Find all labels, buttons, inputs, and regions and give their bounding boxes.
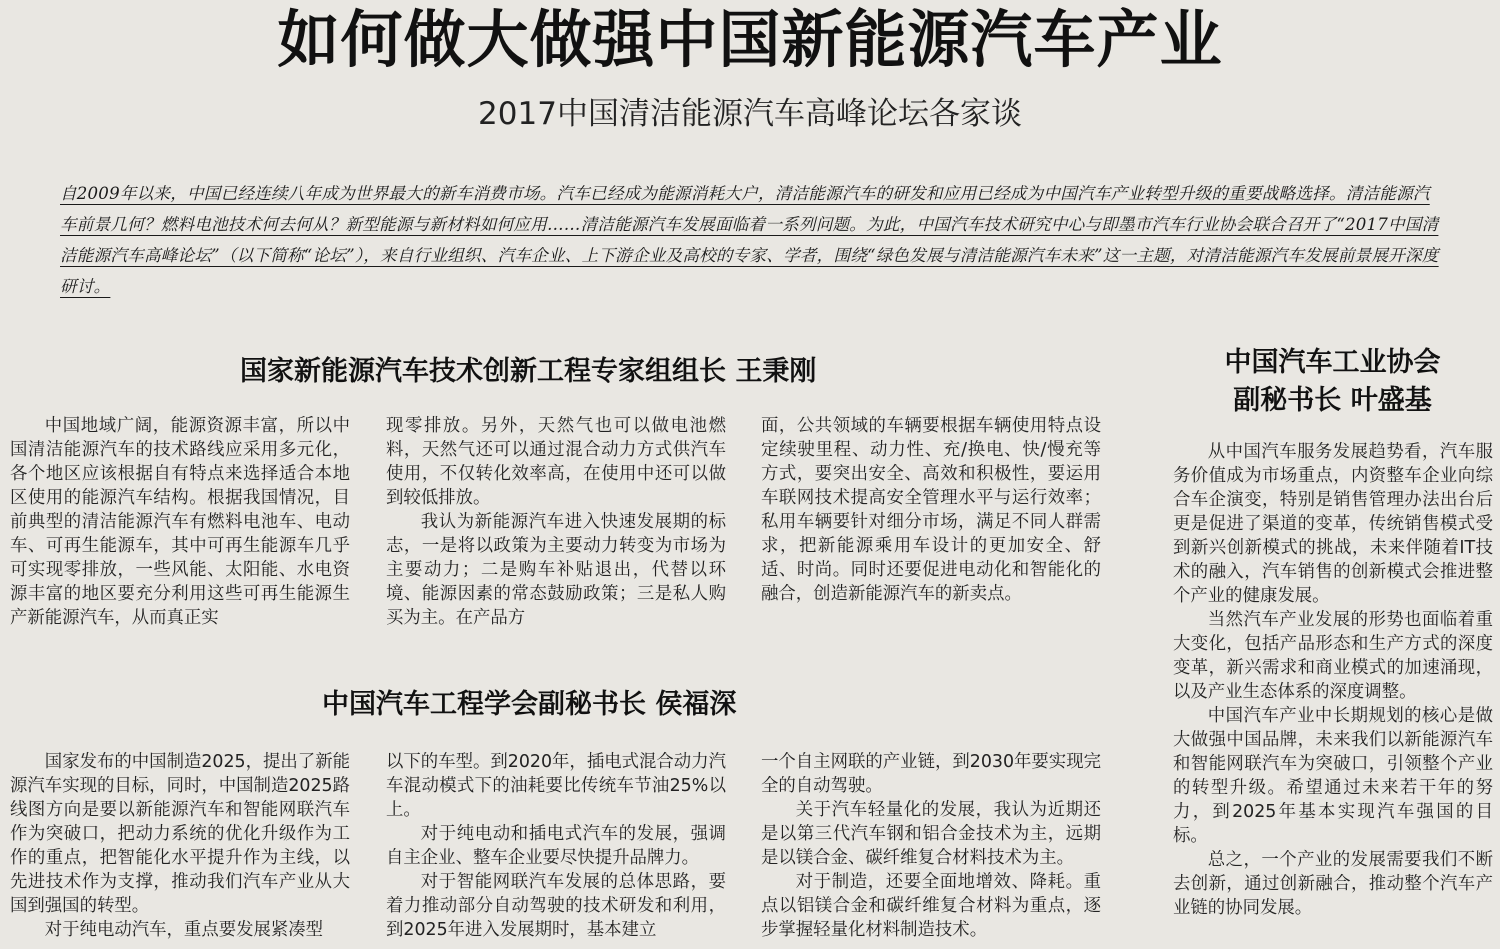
paragraph: 我认为新能源汽车进入快速发展期的标志，一是将以政策为主要动力转变为市场为主要动力；二是购车补贴退出，代替以环境、能源因素的常态鼓励政策；三是私人购买为主。在产品方 [386, 512, 726, 628]
paragraph: 国家发布的中国制造2025，提出了新能源汽车实现的目标，同时，中国制造2025路线图方向是要以新能源汽车和智能网联汽车作为突破口，把动力系统的优化升级作为工作的重点，把智能化水平提升作为主线，以先进技术作为支撑，推动我们汽车产业从大国到强国的转型。 [10, 752, 350, 916]
section2-column-3 [761, 750, 1101, 946]
heading-line: 副秘书长 叶盛基 [1233, 385, 1432, 416]
section1-column-3 [761, 414, 1101, 632]
section-heading-ye-shengji [1165, 344, 1500, 420]
paragraph: 一个自主网联的产业链，到2030年要实现完全的自动驾驶。 [761, 752, 1101, 796]
paragraph: 中国地域广阔，能源资源丰富，所以中国清洁能源汽车的技术路线应采用多元化，各个地区应该根据自有特点来选择适合本地区使用的能源汽车结构。根据我国情况，目前典型的清洁能源汽车有燃料电池车、电动车、可再生能源车，其中可再生能源车几乎可实现零排放，一些风能、太阳能、水电资源丰富的地区要充分利用这些可再生能源生产新能源汽车，从而真正实 [10, 416, 350, 628]
paragraph: 关于汽车轻量化的发展，我认为近期还是以第三代汽车钢和铝合金技术为主，远期是以镁合金、碳纤维复合材料技术为主。 [761, 800, 1101, 868]
section2-column-1 [10, 750, 350, 946]
paragraph: 对于制造，还要全面地增效、降耗。重点以铝镁合金和碳纤维复合材料为重点，逐步掌握轻量化材料制造技术。 [761, 872, 1101, 940]
section-heading-wang-binggang: 国家新能源汽车技术创新工程专家组组长 王秉刚 [240, 356, 817, 387]
section1-column-1 [10, 414, 350, 632]
headline: 如何做大做强中国新能源汽车产业 [277, 3, 1223, 76]
section-heading-hou-fushen: 中国汽车工程学会副秘书长 侯福深 [322, 689, 737, 720]
paragraph: 对于智能网联汽车发展的总体思路，要着力推动部分自动驾驶的技术研发和利用，到2025年进入发展期时，基本建立 [386, 872, 726, 940]
paragraph: 从中国汽车服务发展趋势看，汽车服务价值成为市场重点，内资整车企业向综合车企演变，特别是销售管理办法出台后更是促进了渠道的变革，传统销售模式受到新兴创新模式的挑战，未来伴随着IT技术的融入，汽车销售的创新模式会推进整个产业的健康发展。 [1173, 442, 1493, 606]
paragraph: 对于纯电动和插电式汽车的发展，强调自主企业、整车企业要尽快提升品牌力。 [386, 824, 726, 868]
paragraph: 中国汽车产业中长期规划的核心是做大做强中国品牌，未来我们以新能源汽车和智能网联汽车为突破口，引领整个产业的转型升级。希望通过未来若干年的努力，到2025年基本实现汽车强国的目标。 [1173, 706, 1493, 846]
section3-column [1173, 440, 1493, 946]
heading-line: 中国汽车工业协会 [1224, 347, 1441, 378]
section1-column-2 [386, 414, 726, 632]
paragraph: 当然汽车产业发展的形势也面临着重大变化，包括产品形态和生产方式的深度变革，新兴需求和商业模式的加速涌现，以及产业生态体系的深度调整。 [1173, 610, 1493, 702]
paragraph: 对于纯电动汽车，重点要发展紧凑型 [44, 920, 324, 940]
subheadline: 2017中国清洁能源汽车高峰论坛各家谈 [478, 96, 1022, 132]
paragraph: 以下的车型。到2020年，插电式混合动力汽车混动模式下的油耗要比传统车节油25%以上。 [386, 752, 726, 820]
paragraph: 总之，一个产业的发展需要我们不断去创新，通过创新融合，推动整个汽车产业链的协同发展。 [1173, 850, 1493, 918]
paragraph: 面，公共领域的车辆要根据车辆使用特点设定续驶里程、动力性、充/换电、快/慢充等方式，要突出安全、高效和积极性，要运用车联网技术提高安全管理水平与运行效率；私用车辆要针对细分市场，满足不同人群需求，把新能源乘用车设计的更加安全、舒适、时尚。同时还要促进电动化和智能化的融合，创造新能源汽车的新卖点。 [761, 416, 1101, 604]
intro-paragraph [60, 178, 1440, 302]
intro-text: 自2009年以来，中国已经连续八年成为世界最大的新车消费市场。汽车已经成为能源消耗大户，清洁能源汽车的研发和应用已经成为中国汽车产业转型升级的重要战略选择。清洁能源汽车前景几何？燃料电池技术何去何从？新型能源与新材料如何应用……清洁能源汽车发展面临着一系列问题。为此，中国汽车技术研究中心与即墨市汽车行业协会联合召开了“2017中国清洁能源汽车高峰论坛”（以下简称“论坛”），来自行业组织、汽车企业、上下游企业及高校的专家、学者，围绕“绿色发展与清洁能源汽车未来”这一主题，对清洁能源汽车发展前景展开深度研讨。 [60, 184, 1439, 296]
section2-column-2 [386, 750, 726, 946]
paragraph: 现零排放。另外，天然气也可以做电池燃料，天然气还可以通过混合动力方式供汽车使用，不仅转化效率高，在使用中还可以做到较低排放。 [386, 416, 726, 508]
